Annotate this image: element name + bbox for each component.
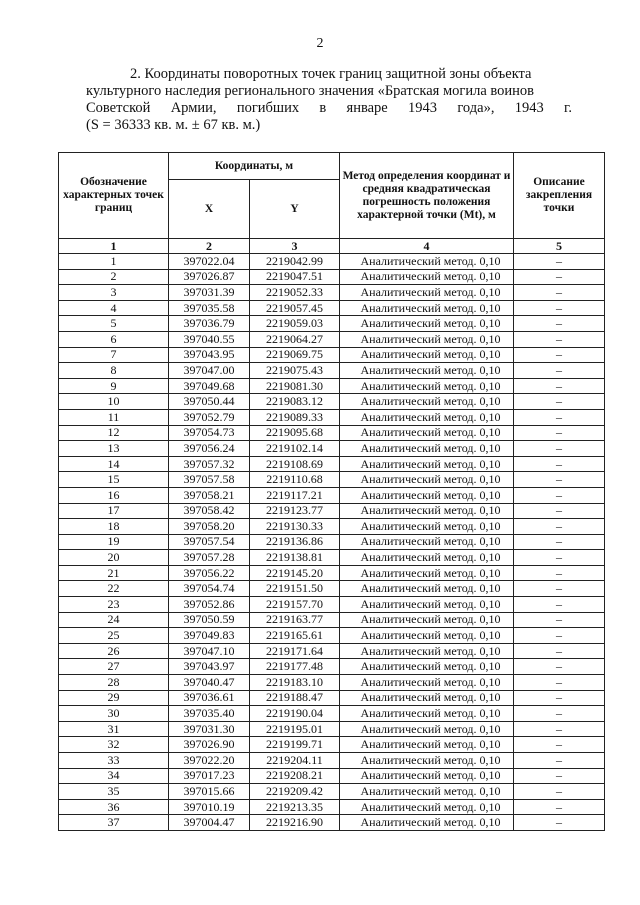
point-number-cell: 5 — [59, 316, 169, 332]
description-cell: – — [514, 300, 605, 316]
y-coordinate-cell: 2219195.01 — [250, 721, 340, 737]
point-number-cell: 9 — [59, 378, 169, 394]
table-row — [59, 565, 605, 581]
x-coordinate-cell: 397058.42 — [169, 503, 250, 519]
y-coordinate-cell: 2219138.81 — [250, 550, 340, 566]
point-number-cell: 2 — [59, 269, 169, 285]
y-coordinate-cell: 2219165.61 — [250, 628, 340, 644]
x-coordinate-cell: 397058.21 — [169, 487, 250, 503]
point-number-cell: 28 — [59, 675, 169, 691]
table-row — [59, 409, 605, 425]
y-coordinate-cell: 2219123.77 — [250, 503, 340, 519]
description-cell: – — [514, 409, 605, 425]
column-numbers-row — [59, 239, 605, 254]
y-coordinate-cell: 2219136.86 — [250, 534, 340, 550]
method-cell: Аналитический метод. 0,10 — [340, 659, 514, 675]
point-number-cell: 17 — [59, 503, 169, 519]
heading-line-3: Советской Армии, погибших в январе 1943 года», 1943 г. — [86, 100, 572, 116]
section-heading — [86, 66, 572, 134]
y-coordinate-cell: 2219108.69 — [250, 456, 340, 472]
y-coordinate-cell: 2219130.33 — [250, 519, 340, 535]
point-number-cell: 4 — [59, 300, 169, 316]
description-cell: – — [514, 519, 605, 535]
method-cell: Аналитический метод. 0,10 — [340, 565, 514, 581]
column-number: 2 — [169, 239, 250, 254]
point-number-cell: 35 — [59, 784, 169, 800]
table-row — [59, 534, 605, 550]
method-cell: Аналитический метод. 0,10 — [340, 690, 514, 706]
x-coordinate-cell: 397054.74 — [169, 581, 250, 597]
y-coordinate-cell: 2219183.10 — [250, 675, 340, 691]
x-coordinate-cell: 397040.47 — [169, 675, 250, 691]
description-cell: – — [514, 753, 605, 769]
point-number-cell: 8 — [59, 363, 169, 379]
description-cell: – — [514, 628, 605, 644]
y-coordinate-cell: 2219204.11 — [250, 753, 340, 769]
y-coordinate-cell: 2219064.27 — [250, 331, 340, 347]
table-row — [59, 378, 605, 394]
description-cell: – — [514, 316, 605, 332]
description-cell: – — [514, 768, 605, 784]
x-coordinate-cell: 397031.39 — [169, 285, 250, 301]
y-coordinate-cell: 2219057.45 — [250, 300, 340, 316]
point-number-cell: 7 — [59, 347, 169, 363]
x-coordinate-cell: 397026.87 — [169, 269, 250, 285]
y-coordinate-cell: 2219047.51 — [250, 269, 340, 285]
table-row — [59, 347, 605, 363]
description-cell: – — [514, 394, 605, 410]
header-method: Метод определения координат и средняя квадратическая погрешность положения характерной точки (Мt), м — [340, 153, 514, 239]
method-cell: Аналитический метод. 0,10 — [340, 503, 514, 519]
x-coordinate-cell: 397056.22 — [169, 565, 250, 581]
method-cell: Аналитический метод. 0,10 — [340, 441, 514, 457]
x-coordinate-cell: 397049.68 — [169, 378, 250, 394]
y-coordinate-cell: 2219171.64 — [250, 643, 340, 659]
y-coordinate-cell: 2219089.33 — [250, 409, 340, 425]
method-cell: Аналитический метод. 0,10 — [340, 300, 514, 316]
method-cell: Аналитический метод. 0,10 — [340, 409, 514, 425]
point-number-cell: 23 — [59, 597, 169, 613]
method-cell: Аналитический метод. 0,10 — [340, 254, 514, 270]
description-cell: – — [514, 378, 605, 394]
description-cell: – — [514, 487, 605, 503]
heading-line-2: культурного наследия регионального значения «Братская могила воинов — [86, 83, 535, 99]
point-number-cell: 21 — [59, 565, 169, 581]
table-row — [59, 659, 605, 675]
table-row — [59, 269, 605, 285]
description-cell: – — [514, 254, 605, 270]
x-coordinate-cell: 397036.61 — [169, 690, 250, 706]
table-row — [59, 550, 605, 566]
description-cell: – — [514, 737, 605, 753]
table-row — [59, 363, 605, 379]
point-number-cell: 16 — [59, 487, 169, 503]
table-row — [59, 425, 605, 441]
x-coordinate-cell: 397052.79 — [169, 409, 250, 425]
point-number-cell: 3 — [59, 285, 169, 301]
point-number-cell: 31 — [59, 721, 169, 737]
table-row — [59, 597, 605, 613]
x-coordinate-cell: 397057.54 — [169, 534, 250, 550]
y-coordinate-cell: 2219102.14 — [250, 441, 340, 457]
description-cell: – — [514, 441, 605, 457]
x-coordinate-cell: 397052.86 — [169, 597, 250, 613]
y-coordinate-cell: 2219117.21 — [250, 487, 340, 503]
column-number: 4 — [340, 239, 514, 254]
y-coordinate-cell: 2219213.35 — [250, 799, 340, 815]
table-row — [59, 799, 605, 815]
method-cell: Аналитический метод. 0,10 — [340, 721, 514, 737]
description-cell: – — [514, 425, 605, 441]
column-number: 1 — [59, 239, 169, 254]
x-coordinate-cell: 397040.55 — [169, 331, 250, 347]
description-cell: – — [514, 690, 605, 706]
table-row — [59, 737, 605, 753]
method-cell: Аналитический метод. 0,10 — [340, 753, 514, 769]
point-number-cell: 14 — [59, 456, 169, 472]
description-cell: – — [514, 456, 605, 472]
x-coordinate-cell: 397057.58 — [169, 472, 250, 488]
coordinates-table-body — [59, 254, 605, 831]
method-cell: Аналитический метод. 0,10 — [340, 534, 514, 550]
method-cell: Аналитический метод. 0,10 — [340, 472, 514, 488]
point-number-cell: 33 — [59, 753, 169, 769]
x-coordinate-cell: 397026.90 — [169, 737, 250, 753]
method-cell: Аналитический метод. 0,10 — [340, 628, 514, 644]
point-number-cell: 11 — [59, 409, 169, 425]
x-coordinate-cell: 397022.20 — [169, 753, 250, 769]
x-coordinate-cell: 397035.58 — [169, 300, 250, 316]
y-coordinate-cell: 2219157.70 — [250, 597, 340, 613]
y-coordinate-cell: 2219188.47 — [250, 690, 340, 706]
point-number-cell: 20 — [59, 550, 169, 566]
page-number: 2 — [316, 36, 324, 51]
table-row — [59, 456, 605, 472]
description-cell: – — [514, 799, 605, 815]
table-row — [59, 581, 605, 597]
description-cell: – — [514, 347, 605, 363]
x-coordinate-cell: 397050.44 — [169, 394, 250, 410]
x-coordinate-cell: 397050.59 — [169, 612, 250, 628]
point-number-cell: 19 — [59, 534, 169, 550]
point-number-cell: 22 — [59, 581, 169, 597]
table-row — [59, 706, 605, 722]
y-coordinate-cell: 2219177.48 — [250, 659, 340, 675]
x-coordinate-cell: 397049.83 — [169, 628, 250, 644]
x-coordinate-cell: 397047.10 — [169, 643, 250, 659]
x-coordinate-cell: 397036.79 — [169, 316, 250, 332]
heading-line-4: (S = 36333 кв. м. ± 67 кв. м.) — [86, 117, 261, 133]
description-cell: – — [514, 721, 605, 737]
method-cell: Аналитический метод. 0,10 — [340, 487, 514, 503]
method-cell: Аналитический метод. 0,10 — [340, 799, 514, 815]
point-number-cell: 24 — [59, 612, 169, 628]
table-row — [59, 675, 605, 691]
table-row — [59, 331, 605, 347]
x-coordinate-cell: 397022.04 — [169, 254, 250, 270]
point-number-cell: 15 — [59, 472, 169, 488]
y-coordinate-cell: 2219151.50 — [250, 581, 340, 597]
x-coordinate-cell: 397058.20 — [169, 519, 250, 535]
header-coordinates: Координаты, м — [169, 153, 340, 180]
method-cell: Аналитический метод. 0,10 — [340, 597, 514, 613]
y-coordinate-cell: 2219110.68 — [250, 472, 340, 488]
description-cell: – — [514, 643, 605, 659]
method-cell: Аналитический метод. 0,10 — [340, 331, 514, 347]
point-number-cell: 27 — [59, 659, 169, 675]
method-cell: Аналитический метод. 0,10 — [340, 519, 514, 535]
header-point: Обозначение характерных точек границ — [59, 153, 169, 239]
table-row — [59, 519, 605, 535]
description-cell: – — [514, 285, 605, 301]
point-number-cell: 25 — [59, 628, 169, 644]
method-cell: Аналитический метод. 0,10 — [340, 675, 514, 691]
table-row — [59, 254, 605, 270]
description-cell: – — [514, 269, 605, 285]
description-cell: – — [514, 612, 605, 628]
method-cell: Аналитический метод. 0,10 — [340, 737, 514, 753]
method-cell: Аналитический метод. 0,10 — [340, 316, 514, 332]
x-coordinate-cell: 397047.00 — [169, 363, 250, 379]
x-coordinate-cell: 397056.24 — [169, 441, 250, 457]
y-coordinate-cell: 2219095.68 — [250, 425, 340, 441]
table-row — [59, 628, 605, 644]
column-number: 5 — [514, 239, 605, 254]
point-number-cell: 36 — [59, 799, 169, 815]
table-row — [59, 721, 605, 737]
table-row — [59, 316, 605, 332]
method-cell: Аналитический метод. 0,10 — [340, 815, 514, 831]
point-number-cell: 30 — [59, 706, 169, 722]
point-number-cell: 6 — [59, 331, 169, 347]
description-cell: – — [514, 503, 605, 519]
description-cell: – — [514, 581, 605, 597]
y-coordinate-cell: 2219209.42 — [250, 784, 340, 800]
x-coordinate-cell: 397017.23 — [169, 768, 250, 784]
point-number-cell: 26 — [59, 643, 169, 659]
x-coordinate-cell: 397031.30 — [169, 721, 250, 737]
table-row — [59, 753, 605, 769]
table-row — [59, 487, 605, 503]
method-cell: Аналитический метод. 0,10 — [340, 394, 514, 410]
point-number-cell: 34 — [59, 768, 169, 784]
table-row — [59, 643, 605, 659]
description-cell: – — [514, 472, 605, 488]
y-coordinate-cell: 2219145.20 — [250, 565, 340, 581]
table-row — [59, 285, 605, 301]
y-coordinate-cell: 2219075.43 — [250, 363, 340, 379]
x-coordinate-cell: 397054.73 — [169, 425, 250, 441]
point-number-cell: 12 — [59, 425, 169, 441]
point-number-cell: 32 — [59, 737, 169, 753]
description-cell: – — [514, 363, 605, 379]
table-row — [59, 784, 605, 800]
coordinates-table — [58, 152, 605, 831]
heading-line-1: 2. Координаты поворотных точек границ защитной зоны объекта — [130, 66, 532, 82]
description-cell: – — [514, 331, 605, 347]
y-coordinate-cell: 2219163.77 — [250, 612, 340, 628]
description-cell: – — [514, 784, 605, 800]
description-cell: – — [514, 534, 605, 550]
method-cell: Аналитический метод. 0,10 — [340, 347, 514, 363]
x-coordinate-cell: 397057.28 — [169, 550, 250, 566]
column-number: 3 — [250, 239, 340, 254]
point-number-cell: 29 — [59, 690, 169, 706]
x-coordinate-cell: 397057.32 — [169, 456, 250, 472]
y-coordinate-cell: 2219069.75 — [250, 347, 340, 363]
y-coordinate-cell: 2219190.04 — [250, 706, 340, 722]
table-row — [59, 300, 605, 316]
method-cell: Аналитический метод. 0,10 — [340, 581, 514, 597]
description-cell: – — [514, 815, 605, 831]
description-cell: – — [514, 550, 605, 566]
y-coordinate-cell: 2219052.33 — [250, 285, 340, 301]
y-coordinate-cell: 2219059.03 — [250, 316, 340, 332]
y-coordinate-cell: 2219042.99 — [250, 254, 340, 270]
method-cell: Аналитический метод. 0,10 — [340, 456, 514, 472]
table-row — [59, 768, 605, 784]
table-row — [59, 815, 605, 831]
x-coordinate-cell: 397043.97 — [169, 659, 250, 675]
method-cell: Аналитический метод. 0,10 — [340, 269, 514, 285]
point-number-cell: 1 — [59, 254, 169, 270]
point-number-cell: 13 — [59, 441, 169, 457]
y-coordinate-cell: 2219208.21 — [250, 768, 340, 784]
method-cell: Аналитический метод. 0,10 — [340, 285, 514, 301]
method-cell: Аналитический метод. 0,10 — [340, 706, 514, 722]
x-coordinate-cell: 397035.40 — [169, 706, 250, 722]
point-number-cell: 37 — [59, 815, 169, 831]
x-coordinate-cell: 397004.47 — [169, 815, 250, 831]
header-x: X — [169, 180, 250, 239]
method-cell: Аналитический метод. 0,10 — [340, 643, 514, 659]
method-cell: Аналитический метод. 0,10 — [340, 425, 514, 441]
method-cell: Аналитический метод. 0,10 — [340, 378, 514, 394]
method-cell: Аналитический метод. 0,10 — [340, 768, 514, 784]
table-row — [59, 612, 605, 628]
table-row — [59, 690, 605, 706]
y-coordinate-cell: 2219199.71 — [250, 737, 340, 753]
description-cell: – — [514, 597, 605, 613]
method-cell: Аналитический метод. 0,10 — [340, 550, 514, 566]
x-coordinate-cell: 397010.19 — [169, 799, 250, 815]
description-cell: – — [514, 675, 605, 691]
x-coordinate-cell: 397043.95 — [169, 347, 250, 363]
table-row — [59, 394, 605, 410]
x-coordinate-cell: 397015.66 — [169, 784, 250, 800]
description-cell: – — [514, 706, 605, 722]
method-cell: Аналитический метод. 0,10 — [340, 363, 514, 379]
method-cell: Аналитический метод. 0,10 — [340, 612, 514, 628]
y-coordinate-cell: 2219216.90 — [250, 815, 340, 831]
table-row — [59, 472, 605, 488]
y-coordinate-cell: 2219081.30 — [250, 378, 340, 394]
table-row — [59, 503, 605, 519]
description-cell: – — [514, 659, 605, 675]
header-y: Y — [250, 180, 340, 239]
table-row — [59, 441, 605, 457]
method-cell: Аналитический метод. 0,10 — [340, 784, 514, 800]
header-description: Описание закрепления точки — [514, 153, 605, 239]
description-cell: – — [514, 565, 605, 581]
point-number-cell: 10 — [59, 394, 169, 410]
y-coordinate-cell: 2219083.12 — [250, 394, 340, 410]
point-number-cell: 18 — [59, 519, 169, 535]
